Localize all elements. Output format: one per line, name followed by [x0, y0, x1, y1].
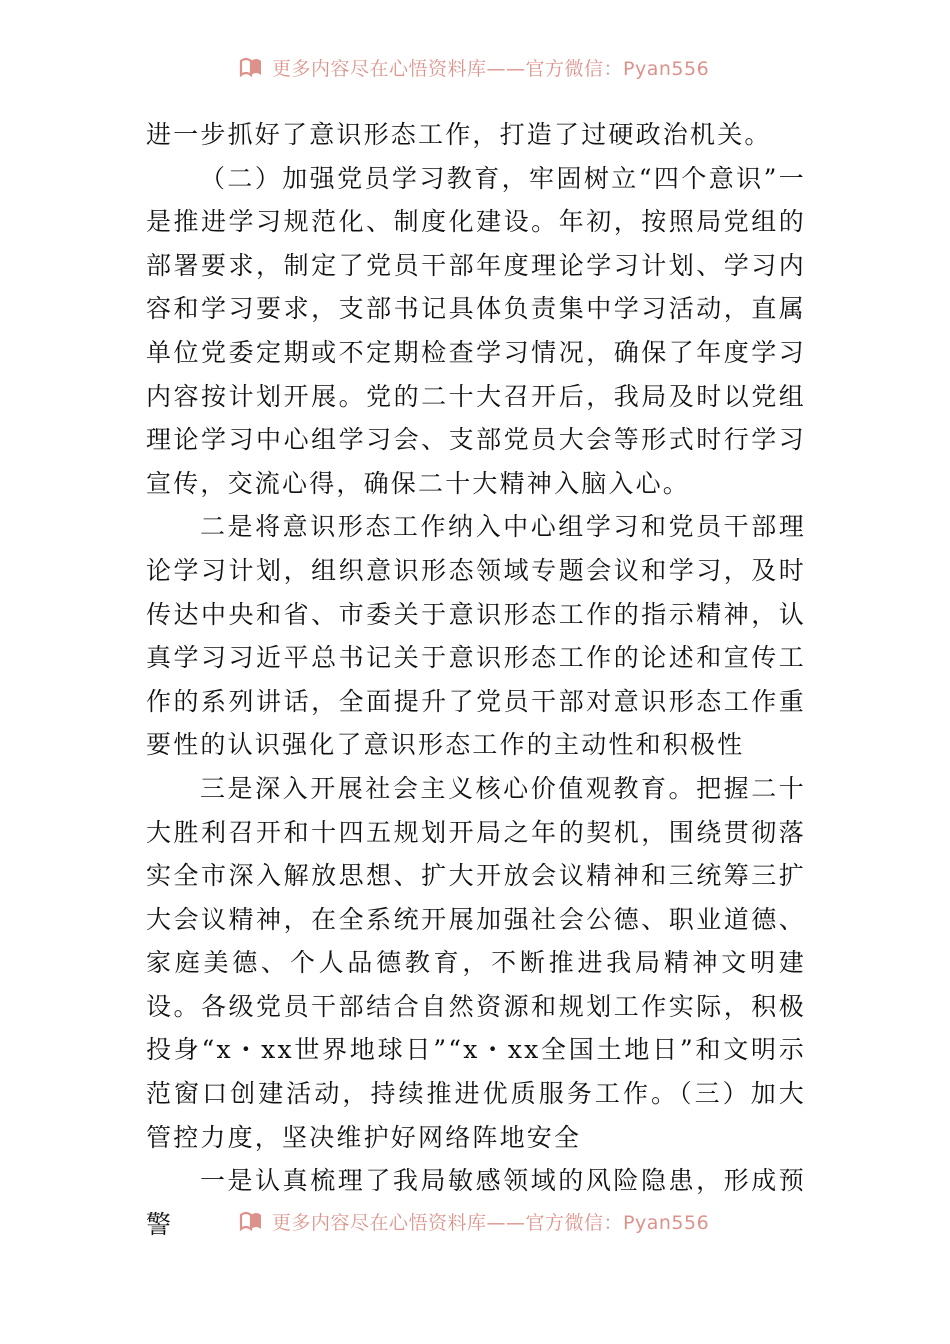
- document-body: [146, 113, 806, 1246]
- watermark-text: 更多内容尽在心悟资料库——官方微信：Pyan556: [272, 57, 710, 80]
- watermark-bottom: [238, 1206, 758, 1236]
- paragraph-2: （二）加强党员学习教育，牢固树立“四个意识”一是推进学习规范化、制度化建设。年初，按照局党组的部署要求，制定了党员干部年度理论学习计划、学习内容和学习要求，支部书记具体负责集中学习活动，直属单位党委定期或不定期检查学习情况，确保了年度学习内容按计划开展。党的二十大召开后，我局及时以党组理论学习中心组学习会、支部党员大会等形式时行学习宣传，交流心得，确保二十大精神入脑入心。: [146, 163, 806, 498]
- paragraph-4: 三是深入开展社会主义核心价值观教育。把握二十大胜利召开和十四五规划开局之年的契机，围绕贯彻落实全市深入解放思想、扩大开放会议精神和三统筹三扩大会议精神，在全系统开展加强社会公德、职业道德、家庭美德、个人品德教育，不断推进我局精神文明建设。各级党员干部结合自然资源和规划工作实际，积极投身“x・xx世界地球日”“x・xx全国土地日”和文明示范窗口创建活动，持续推进优质服务工作。（三）加大管控力度，坚决维护好网络阵地安全: [146, 773, 806, 1152]
- paragraph-1: 进一步抓好了意识形态工作，打造了过硬政治机关。: [146, 120, 772, 149]
- paragraph-3: 二是将意识形态工作纳入中心组学习和党员干部理论学习计划，组织意识形态领域专题会议和学习，及时传达中央和省、市委关于意识形态工作的指示精神，认真学习习近平总书记关于意识形态工作的论述和宣传工作的系列讲话，全面提升了党员干部对意识形态工作重要性的认识强化了意识形态工作的主动性和积极性: [146, 512, 806, 760]
- book-logo-icon: [238, 1209, 264, 1233]
- book-logo-icon: [238, 55, 264, 79]
- paragraph-5: 一是认真梳理了我局敏感领域的风险隐患，形成预警: [146, 1166, 806, 1239]
- watermark-text: 更多内容尽在心悟资料库——官方微信：Pyan556: [272, 1211, 710, 1234]
- watermark-top: [238, 52, 758, 82]
